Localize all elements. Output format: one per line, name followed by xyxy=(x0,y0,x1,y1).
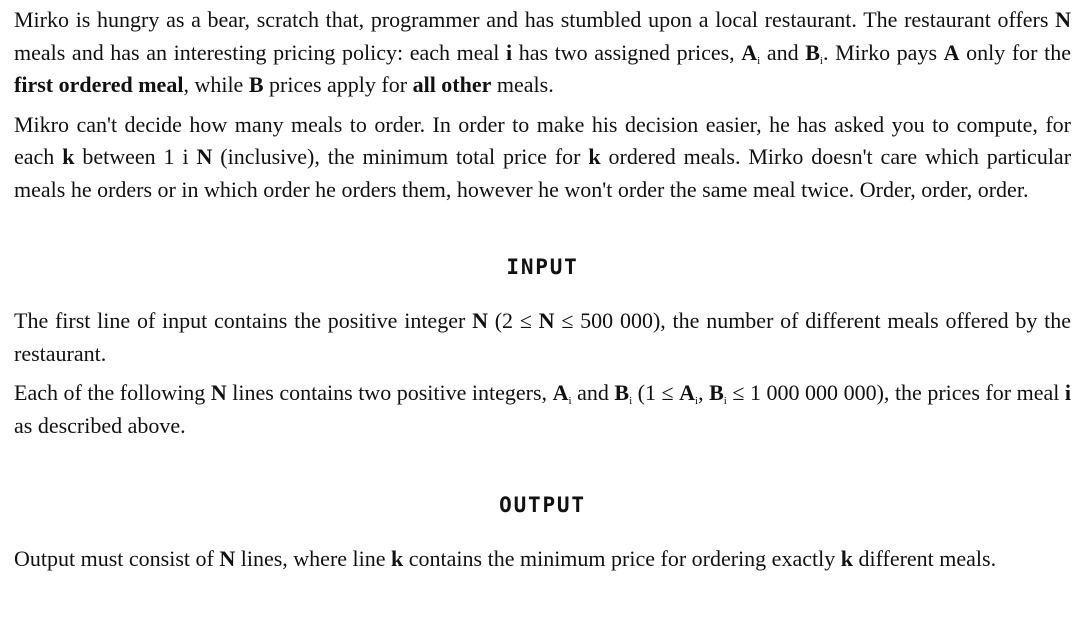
text-run: . Mirko pays xyxy=(822,39,944,65)
subscript: i xyxy=(723,395,727,407)
text-run: different meals. xyxy=(852,546,997,571)
bold-term: B xyxy=(614,380,630,405)
bold-term: N xyxy=(1055,7,1071,32)
text-run: meals and has an interesting pricing policy: each meal xyxy=(14,39,506,65)
text-run: ≤ 500 000), the number of different meals offered by the restaurant. xyxy=(14,308,1071,366)
text-run: between 1 i xyxy=(74,144,197,169)
text-run: , while xyxy=(183,72,249,97)
subscript: i xyxy=(819,54,823,67)
bold-term: k xyxy=(62,144,75,169)
text-run: (inclusive), the minimum total price for xyxy=(212,144,589,169)
text-run: as described above. xyxy=(14,412,186,438)
bold-term: B xyxy=(248,72,264,97)
bold-term: A xyxy=(741,39,758,65)
text-run: Each of the following xyxy=(14,380,211,405)
input-section-heading: INPUT xyxy=(506,255,579,279)
subscript: i xyxy=(568,395,572,407)
text-run: ordered meals. Mirko doesn't care which particular meals he orders or in which order he orders them, however he won't order the same meal twice. Order, order, order. xyxy=(14,144,1072,202)
output-section-heading: OUTPUT xyxy=(499,493,586,517)
text-run: The first line of input contains the positive integer xyxy=(14,308,473,333)
text-run: Mikro can't decide how many meals to order. In order to make his decision easier, he has asked you to compute, for each xyxy=(14,111,1071,169)
text-run: Mirko is hungry as a bear, scratch that, programmer and has stumbled upon a local restaurant. The restaurant offers xyxy=(14,7,1056,32)
bold-term: all other xyxy=(412,72,492,97)
bold-term: N xyxy=(219,546,236,571)
bold-term: N xyxy=(538,308,555,333)
text-run: only for the xyxy=(959,39,1071,65)
text-run: has two assigned prices, xyxy=(512,39,742,65)
bold-term: N xyxy=(472,308,488,333)
bold-term: N xyxy=(210,380,227,405)
bold-term: i xyxy=(505,39,513,65)
input-paragraph-first-line xyxy=(14,305,1071,370)
text-run: lines contains two positive integers, xyxy=(226,380,553,405)
text-run: (2 ≤ xyxy=(487,308,539,333)
text-run: meals. xyxy=(491,72,554,97)
bold-term: k xyxy=(840,546,853,571)
text-run: and xyxy=(760,39,806,65)
bold-term: B xyxy=(709,380,724,405)
text-run: and xyxy=(571,380,615,405)
text-run: prices apply for xyxy=(263,72,413,97)
subscript: i xyxy=(629,395,633,407)
text-run: contains the minimum price for ordering exactly xyxy=(403,546,841,571)
bold-term: k xyxy=(391,546,404,571)
output-paragraph xyxy=(14,543,1071,576)
subscript: i xyxy=(695,395,699,407)
problem-statement xyxy=(14,4,1071,583)
bold-term: B xyxy=(805,39,820,65)
bold-term: k xyxy=(588,144,601,169)
text-run: (1 ≤ xyxy=(632,380,680,405)
text-run: Output must consist of xyxy=(14,546,220,571)
bold-term: i xyxy=(1064,380,1071,405)
bold-term: first ordered meal xyxy=(14,72,184,97)
input-paragraph-following-lines xyxy=(14,377,1071,442)
subscript: i xyxy=(757,54,761,67)
bold-term: A xyxy=(679,380,696,405)
statement-paragraph-task xyxy=(14,109,1071,207)
bold-term: A xyxy=(943,39,960,65)
text-run: , xyxy=(698,380,710,405)
statement-paragraph-intro xyxy=(14,4,1071,102)
bold-term: N xyxy=(196,144,213,169)
text-run: lines, where line xyxy=(235,546,392,571)
bold-term: A xyxy=(552,380,569,405)
text-run: ≤ 1 000 000 000), the prices for meal xyxy=(726,380,1065,405)
